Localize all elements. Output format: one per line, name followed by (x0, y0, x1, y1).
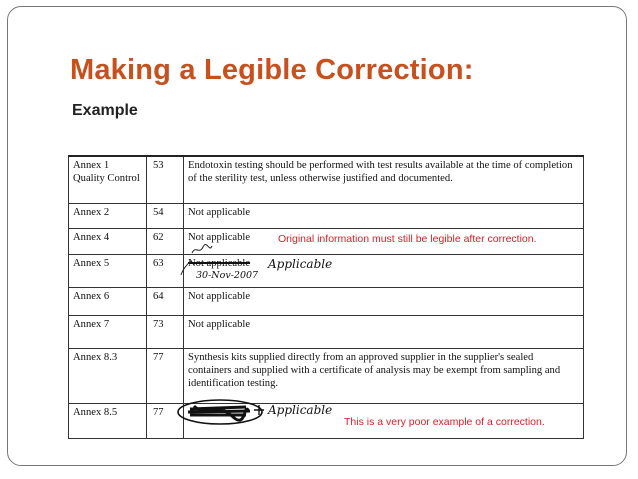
number-cell: 63 (147, 255, 184, 288)
legibility-note: Original information must still be legible after correction. (278, 233, 537, 245)
annex-cell: Annex 1 Quality Control (69, 156, 147, 204)
description-cell: Endotoxin testing should be performed with test results available at the time of completion of the sterility test, unless otherwise justified and documented. (184, 156, 584, 204)
number-cell: 62 (147, 229, 184, 255)
scanned-document-table (68, 155, 584, 439)
annex-cell: Annex 6 (69, 288, 147, 316)
handwritten-correction: Applicable (268, 403, 333, 417)
description-cell: Not applicable (184, 316, 584, 349)
annex-cell: Annex 2 (69, 204, 147, 229)
annex-cell: Annex 5 (69, 255, 147, 288)
number-cell: 77 (147, 349, 184, 404)
example-heading: Example (72, 102, 138, 119)
number-cell: 53 (147, 156, 184, 204)
description-cell-poor-correction (184, 404, 584, 439)
table-row (69, 404, 584, 439)
description-cell: Synthesis kits supplied directly from an approved supplier in the supplier's sealed containers and supplied with a certificate of analysis may be exempt from sampling and identification testing. (184, 349, 584, 404)
handwritten-correction: Applicable (268, 257, 333, 271)
table-row (69, 204, 584, 229)
poor-correction-note: This is a very poor example of a correction. (344, 416, 545, 428)
description-cell: Not applicable (184, 204, 584, 229)
number-cell: 73 (147, 316, 184, 349)
description-cell-corrected (184, 255, 584, 288)
table-row (69, 156, 584, 204)
table-row (69, 316, 584, 349)
obliterated-text-icon (176, 398, 268, 434)
number-cell: 64 (147, 288, 184, 316)
annex-cell: Annex 8.5 (69, 404, 147, 439)
table-row (69, 255, 584, 288)
description-cell-with-note (184, 229, 584, 255)
annex-cell: Annex 7 (69, 316, 147, 349)
number-cell: 77 (147, 404, 184, 439)
table-row (69, 349, 584, 404)
annex-cell: Annex 8.3 (69, 349, 147, 404)
description-text: Not applicable (188, 232, 251, 243)
number-cell: 54 (147, 204, 184, 229)
description-cell: Not applicable (184, 288, 584, 316)
slide-title: Making a Legible Correction: (70, 54, 474, 86)
table-row (69, 288, 584, 316)
table-row (69, 229, 584, 255)
correction-mark-icon (178, 259, 194, 277)
handwritten-date: 30-Nov-2007 (196, 270, 259, 281)
struck-original-text: Not applicable (188, 258, 251, 269)
annex-cell: Annex 4 (69, 229, 147, 255)
